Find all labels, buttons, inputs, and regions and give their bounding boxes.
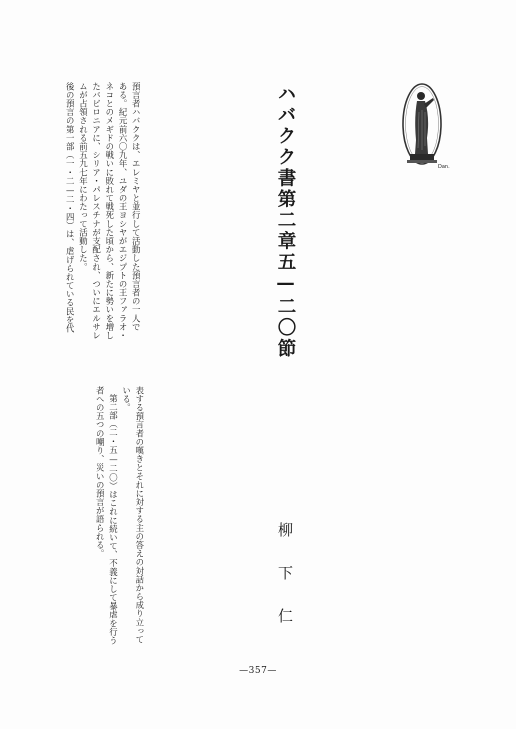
body-text-upper — [63, 82, 142, 360]
body-line: 第二部（二・五—二〇）はこれに続いて、不義にして暴虐を行う — [108, 394, 119, 645]
author-name-char-2: 下 — [276, 565, 294, 580]
body-line: ムが占領される前五九七年にわたって活動した。 — [78, 82, 89, 271]
body-line: たバビロニアに、シリア・パレスチナが支配され、ついにエルサレ — [91, 82, 102, 340]
figure-caption: Dan. — [438, 164, 450, 170]
body-line: 表する預言者の嘆きとそれに対する主の答えの対話から成り立って — [134, 386, 145, 644]
body-line: ある。紀元前六〇九年、ユダの王ヨシヤがエジプトの王ファラオ・ — [118, 82, 129, 340]
body-text-lower — [93, 386, 146, 666]
page-title: ハバクク書第二章五—二〇節 — [275, 84, 296, 360]
author-name-char-3: 仁 — [276, 608, 294, 623]
body-line: 後の預言の第一部（一・二—二・四）は、虐げられている民を代 — [65, 82, 76, 333]
statue-figure-icon — [398, 78, 450, 176]
author-name-char-1: 柳 — [276, 522, 294, 537]
page-number: —357— — [239, 666, 277, 676]
body-line: 預言者ハバククは、エレミヤと並行して活動した預言者の一人で — [131, 82, 142, 332]
body-line: ネコとのメギドの戦いに敗れて戦死した頃から、新たに勢いを増し — [104, 82, 115, 340]
body-line: 者への五つの嘲り、災いの預言が語られる。 — [95, 386, 106, 558]
body-line: いる。 — [121, 386, 132, 412]
